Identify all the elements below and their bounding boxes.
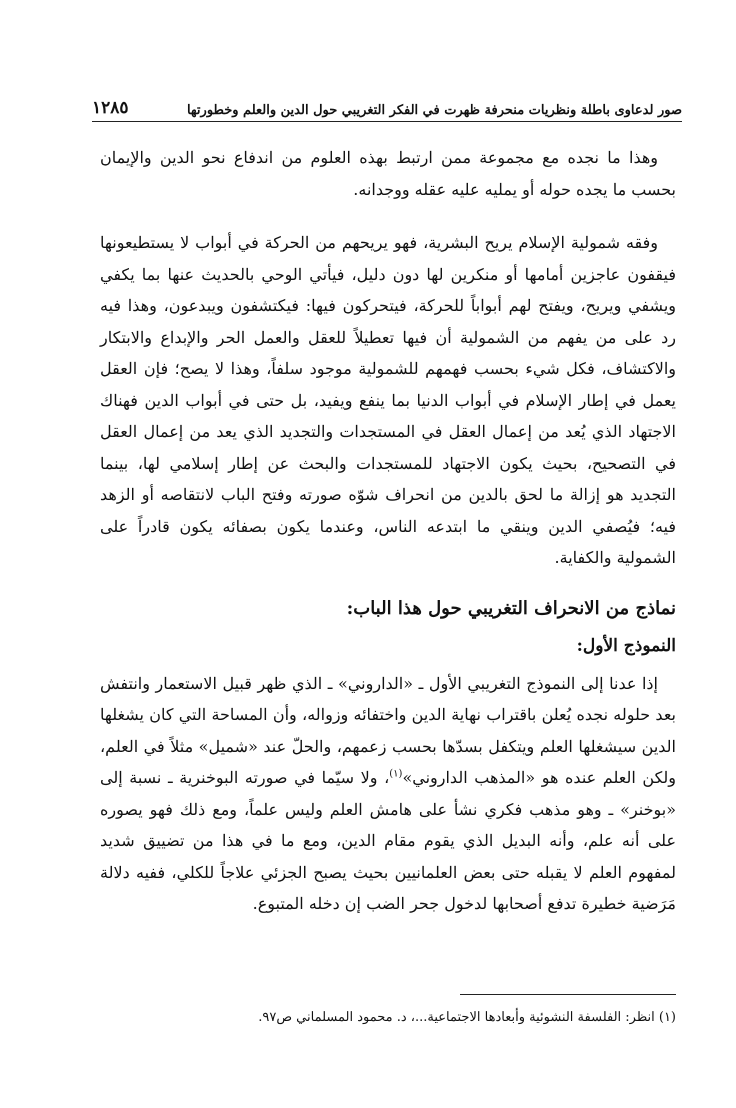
footnote: (١) انظر: الفلسفة النشوئية وأبعادها الاجتماعية...، د. محمود المسلماني ص٩٧. (258, 1010, 676, 1025)
paragraph-1: وهذا ما نجده مع مجموعة ممن ارتبط بهذه العلوم من اندفاع نحو الدين والإيمان بحسب ما يجده حوله أو يمليه عليه عقله ووجدانه. (100, 148, 676, 199)
paragraph-3-part-1: إذا عدنا إلى النموذج التغريبي الأول ـ «الداروني» ـ الذي ظهر قبيل الاستعمار وانتفش بعد حلوله نجده يُعلن باقتراب نهاية الدين واختفائه وزواله، وأن المساحة التي كان يشغلها الدين سيشغلها العلم ويتكفل بسدّها بحسب زعمهم، والحلّ عند «شميل» مثلاً في العلم، ولكن العلم عنده هو «المذهب الداروني» (100, 673, 677, 787)
footnote-rule (460, 994, 676, 995)
section-heading: نماذج من الانحراف التغريبي حول هذا الباب: (346, 597, 676, 619)
subsection-heading: النموذج الأول: (576, 635, 676, 656)
page-number: ١٢٨٥ (92, 98, 129, 118)
running-title: صور لدعاوى باطلة ونظريات منحرفة ظهرت في الفكر التغريبي حول الدين والعلم وخطورتها (186, 103, 682, 118)
running-header (92, 92, 682, 118)
footnote-reference: (١) (389, 768, 403, 780)
paragraph-3-part-2: ، ولا سيّما في صورته البوخنرية ـ نسبة إلى «بوخنر» ـ وهو مذهب فكري نشأ على هامش العلم وليس علماً، ومع ذلك فهو يصوره على أنه علم، وأنه البديل الذي يقوم مقام الدين، ومع ما في هذا من تضييق شديد لمفهوم العلم لا يقبله حتى بعض العلمانيين بحيث يصبح الجزئي علاجاً للكلي، ففيه دلالة مَرَضية خطيرة تدفع أصحابها لدخول جحر الضب إن دخله المتبوع. (100, 768, 677, 913)
paragraph-3 (100, 668, 676, 920)
header-rule (92, 121, 682, 122)
paragraph-2: وفقه شمولية الإسلام يريح البشرية، فهو يريحهم من الحركة في أبواب لا يستطيعونها فيقفون عاجزين أمامها أو منكرين لها دون دليل، فيأتي الوحي بالحديث عنها بما يكفي ويشفي ويريح، ويفتح لهم أبواباً للحركة، فيتحركون فيها: فيكتشفون ويبدعون، وهذا فيه رد على من يفهم من الشمولية أن فيها تعطيلاً للعقل والعمل الحر والإبداع والابتكار والاكتشاف، فكل شيء بحسب فهمهم للشمولية موجود سلفاً، وهذا لا يصح؛ فإن العقل يعمل في إطار الإسلام في أبواب الدنيا بما ينفع ويفيد، بل حتى في أبواب الدين فهناك الاجتهاد الذي يُعد من إعمال العقل في المستجدات والتجديد الذي يعد من إعمال العقل في التصحيح، بحيث يكون الاجتهاد للمستجدات والبحث عن إطار إسلامي لها، بينما التجديد هو إزالة ما لحق بالدين من انحراف شوّه صورته وفتح الباب لانتقاصه أو الزهد فيه؛ فيُصفي الدين وينقي ما ابتدعه الناس، وعندما يكون بصفائه يكون قادراً على الشمولية والكفاية. (100, 233, 677, 567)
main-text (100, 142, 676, 920)
